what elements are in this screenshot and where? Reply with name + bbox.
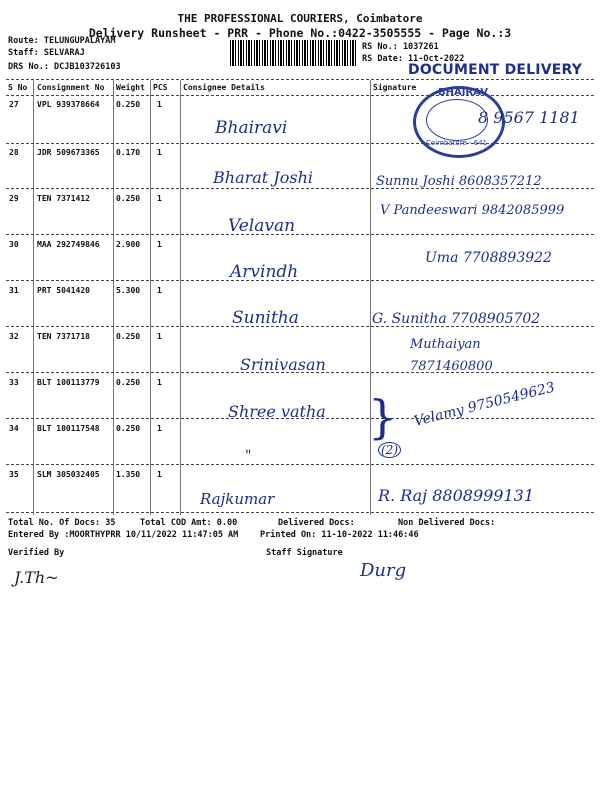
col-divider (33, 80, 34, 515)
stamp-city: Coimbatore - 641 (426, 139, 488, 147)
table-bottom-divider (6, 512, 594, 513)
row-consignee-handwritten: Bhairavi (215, 118, 288, 138)
row-signature-handwritten: G. Sunitha 7708905702 (372, 311, 541, 327)
row-consignment: MAA 292749846 (37, 240, 100, 249)
delivered-docs: Delivered Docs: (278, 518, 355, 528)
entered-by: Entered By :MOORTHYPRR 10/11/2022 11:47:05 AM (8, 530, 239, 540)
row-pcs: 1 (157, 378, 162, 387)
row-pcs: 1 (157, 332, 162, 341)
row-sno: 33 (9, 378, 19, 387)
company-title: THE PROFESSIONAL COURIERS, Coimbatore (177, 12, 423, 25)
row-pcs: 1 (157, 194, 162, 203)
col-header-weight: Weight (116, 83, 145, 92)
row-weight: 2.900 (116, 240, 141, 249)
col-header-consignee: Consignee Details (183, 83, 265, 92)
row-divider (6, 464, 594, 465)
row-signature-handwritten: Muthaiyan 7871460800 (410, 337, 493, 374)
row-sno: 29 (9, 194, 19, 203)
row-consignment: TEN 7371412 (37, 194, 90, 203)
row-weight: 0.170 (116, 148, 141, 157)
non-delivered-docs: Non Delivered Docs: (398, 518, 496, 528)
table-top-divider (6, 79, 594, 80)
row-signature-handwritten: Velamy 9750549623 (412, 379, 557, 430)
row-consignment: BLT 100113779 (37, 378, 100, 387)
verified-by-label: Verified By (8, 548, 65, 558)
staff-handwritten-sign: Durg (360, 560, 407, 581)
row-consignee-handwritten: Bharat Joshi (213, 168, 313, 187)
rs-number: RS No.: 1037261 (362, 42, 439, 52)
row-weight: 0.250 (116, 378, 141, 387)
col-header-consignment: Consignment No (37, 83, 105, 92)
row-divider (6, 188, 594, 189)
row-pcs: 1 (157, 424, 162, 433)
row-pcs: 1 (157, 148, 162, 157)
row-weight: 0.250 (116, 100, 141, 109)
row-weight: 1.350 (116, 470, 141, 479)
row-sno: 34 (9, 424, 19, 433)
row-divider (6, 234, 594, 235)
printed-on: Printed On: 11-10-2022 11:46:46 (260, 530, 419, 540)
row-consignment: PRT 5041420 (37, 286, 90, 295)
col-divider (113, 80, 114, 515)
row-pcs: 1 (157, 240, 162, 249)
header-bottom-divider (6, 95, 594, 96)
row-divider (6, 280, 594, 281)
rs-date: RS Date: 11-Oct-2022 (362, 54, 465, 64)
row-consignment: TEN 7371718 (37, 332, 90, 341)
row-consignment: VPL 939378664 (37, 100, 100, 109)
row-pcs: 1 (157, 470, 162, 479)
col-header-sno: S No (8, 83, 28, 92)
brace-mark: } (368, 390, 398, 444)
row-sno: 30 (9, 240, 19, 249)
col-header-signature: Signature (373, 83, 417, 92)
row-consignment: JDR 509673365 (37, 148, 100, 157)
row-sno: 35 (9, 470, 19, 479)
row-consignment: BLT 100117548 (37, 424, 100, 433)
staff-signature-label: Staff Signature (266, 548, 343, 558)
drs-label: DRS No.: DCJB103726103 (8, 62, 121, 72)
row-consignee-handwritten: " (245, 448, 252, 464)
row-signature-handwritten: V Pandeeswari 9842085999 (380, 203, 565, 218)
col-divider (180, 80, 181, 515)
row-weight: 0.250 (116, 332, 141, 341)
route-label: Route: TELUNGUPALAYAM (8, 36, 116, 46)
row-consignee-handwritten: Velavan (228, 216, 296, 236)
stamp-name: BHAIRAV (438, 87, 488, 98)
row-consignment: SLM 305032405 (37, 470, 100, 479)
row-consignee-handwritten: Rajkumar (200, 490, 275, 508)
runsheet-subtitle: Delivery Runsheet - PRR - Phone No.:0422-3505555 - Page No.:3 (88, 26, 512, 40)
total-cod: Total COD Amt: 0.00 (140, 518, 238, 528)
staff-label: Staff: SELVARAJ (8, 48, 85, 58)
row-sno: 32 (9, 332, 19, 341)
row-weight: 0.250 (116, 424, 141, 433)
row-consignee-handwritten: Sunitha (232, 308, 299, 328)
row-signature-handwritten: 8 9567 1181 (478, 108, 580, 127)
row-signature-handwritten: R. Raj 8808999131 (378, 486, 535, 505)
row-signature-handwritten: (2) (378, 442, 401, 458)
verifier-handwritten-sign: J.Th~ (14, 568, 59, 587)
row-consignee-handwritten: Arvindh (230, 262, 299, 282)
col-divider (370, 80, 371, 515)
row-signature-handwritten: Sunnu Joshi 8608357212 (376, 174, 542, 189)
row-pcs: 1 (157, 286, 162, 295)
row-consignee-handwritten: Shree vatha (228, 402, 326, 421)
row-sno: 31 (9, 286, 19, 295)
row-divider (6, 326, 594, 327)
row-weight: 5.300 (116, 286, 141, 295)
row-sno: 28 (9, 148, 19, 157)
row-weight: 0.250 (116, 194, 141, 203)
row-pcs: 1 (157, 100, 162, 109)
row-sno: 27 (9, 100, 19, 109)
row-consignee-handwritten: Srinivasan (240, 355, 326, 374)
total-docs: Total No. Of Docs: 35 (8, 518, 116, 528)
col-header-pcs: PCS (153, 83, 168, 92)
row-divider (6, 143, 594, 144)
document-delivery-stamp: DOCUMENT DELIVERY (408, 62, 583, 78)
row-divider (6, 418, 594, 419)
col-divider (150, 80, 151, 515)
row-signature-handwritten: Uma 7708893922 (425, 250, 552, 266)
barcode (230, 40, 358, 66)
row-divider (6, 372, 594, 373)
